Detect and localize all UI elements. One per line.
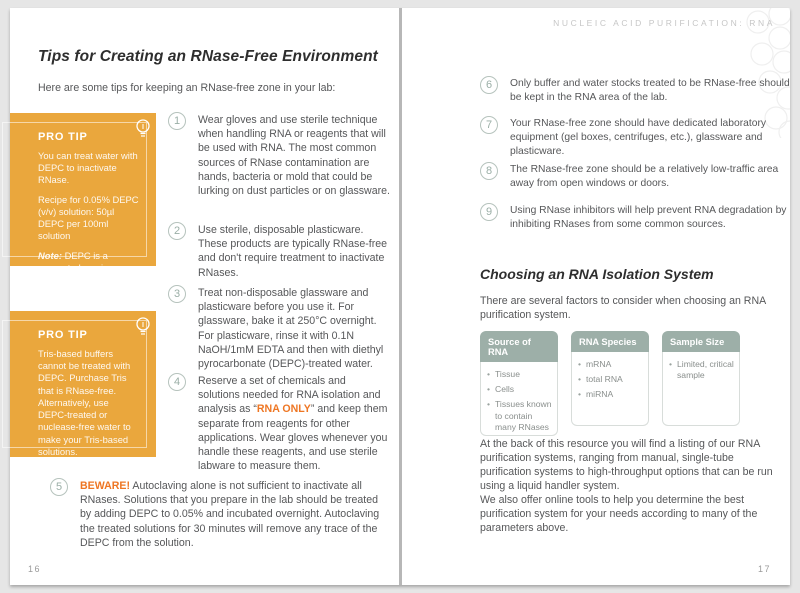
pro-tip-note — [38, 250, 140, 299]
list-item: • miRNA — [578, 389, 644, 400]
page-number-left: 16 — [28, 564, 42, 574]
tip-number-badge: 3 — [168, 285, 186, 303]
card-bullet-list — [480, 362, 558, 436]
closing-paragraph-line2: We also offer online tools to help you determine the best purification system for your needs according to many of the parameters above. — [480, 494, 758, 535]
tip-text: The RNase-free zone should be a relatively low-traffic area away from open windows or doors. — [510, 164, 779, 189]
section-title: Choosing an RNA Isolation System — [480, 266, 714, 282]
tip-text: Your RNase-free zone should have dedicated laboratory equipment (gel boxes, centrifuges, etc.), glassware and plasticware. — [510, 118, 767, 157]
tip-number-badge: 9 — [480, 203, 498, 221]
tip-text: Use sterile, disposable plasticware. These products are typically RNase-free and don't require treatment to inactivate RNases. — [198, 224, 388, 279]
tip-text: BEWARE! Autoclaving alone is not sufficient to inactivate all RNases. Solutions that you prepare in the lab should be treated by adding DEPC to 0.05% and incubated overnight. Autoclaving the treated solutions for 30 minutes will remove any trace of the DEPC from the solution. — [80, 480, 380, 549]
page-gutter — [399, 8, 402, 585]
factor-cards — [480, 331, 740, 432]
tip-number-badge: 8 — [480, 162, 498, 180]
pro-tip-label: PRO TIP — [38, 329, 88, 341]
closing-paragraph-line1: At the back of this resource you will find a listing of our RNA purification systems, ranging from manual, single-tube purification systems to high-throughput options that can be run using a liquid handler system. — [480, 438, 773, 493]
card-bullet-list — [571, 352, 649, 426]
factor-card-sample-size — [662, 331, 740, 427]
factor-card-rna-species — [571, 331, 649, 427]
pro-tip-text: You can treat water with DEPC to inactivate RNase. — [38, 150, 138, 186]
tip-text: Reserve a set of chemicals and solutions needed for RNA isolation and analysis as “RNA ONLY” and keep them separate from reagents for other applications. Wear gloves whenever you handle these reagents, and use sterile labware to measure them. — [198, 375, 388, 473]
tip-number-badge: 4 — [168, 373, 186, 391]
pro-tip-box-2 — [10, 311, 156, 457]
section-intro: There are several factors to consider when choosing an RNA purification system. — [480, 295, 766, 322]
list-item: • mRNA — [578, 359, 644, 370]
beware-highlight: BEWARE! — [80, 480, 131, 492]
pro-tip-box-1 — [10, 113, 156, 298]
tip-number-badge: 7 — [480, 116, 498, 134]
page-spread — [10, 8, 790, 585]
tip-number-badge: 1 — [168, 112, 186, 130]
card-header: Sample Size — [662, 331, 740, 352]
list-item: • Tissues known to contain many RNases — [487, 399, 553, 433]
tip-text: Using RNase inhibitors will help prevent RNA degradation by inhibiting RNases from some common sources. — [510, 205, 787, 230]
tip-text: Only buffer and water stocks treated to be RNase-free should be kept in the RNA area of the lab. — [510, 78, 790, 103]
tip-text: Treat non-disposable glassware and plasticware before you use it. For glassware, bake it at 250°C overnight. For plasticware, rinse it with 0.1N NaOH/1mM EDTA and then with diethyl pyrocarbonate (DEPC)-treated water. — [198, 287, 384, 370]
card-bullet-list — [662, 352, 740, 426]
rna-only-highlight: RNA ONLY — [256, 403, 311, 416]
page-intro: Here are some tips for keeping an RNase-free zone in your lab: — [38, 82, 336, 94]
factor-card-source-of-rna — [480, 331, 558, 432]
tip-number-badge: 5 — [50, 478, 68, 496]
card-header: Source of RNA — [480, 331, 558, 362]
pro-tip-text: Recipe for 0.05% DEPC (v/v) solution: 50µl DEPC per 100ml solution — [38, 193, 139, 242]
list-item: • total RNA — [578, 374, 644, 385]
list-item: • Tissue — [487, 369, 553, 380]
pro-tip-text: Tris-based buffers cannot be treated with DEPC. Purchase Tris that is RNase-free. Alternatively, use DEPC-treated or nuclease-free water to make your Tris-based solutions. — [38, 348, 131, 457]
running-header: NUCLEIC ACID PURIFICATION: RNA — [553, 18, 775, 28]
note-label: Note: — [38, 249, 62, 261]
tip-number-badge: 2 — [168, 222, 186, 240]
tip-text: Wear gloves and use sterile technique when handling RNA or reagents that will be used with RNA. The most common sources of RNase contamination are hands, bacteria or mold that could be lurking on dust particles or on glassware. — [198, 114, 390, 197]
page-title: Tips for Creating an RNase-Free Environment — [38, 48, 378, 65]
note-text: DEPC is a suspected carcinogen. Take appropriate precautions. — [38, 249, 132, 298]
tip-number-badge: 6 — [480, 76, 498, 94]
list-item: • Limited, critical sample — [669, 359, 735, 381]
list-item: • Cells — [487, 384, 553, 395]
card-header: RNA Species — [571, 331, 649, 352]
page-number-right: 17 — [758, 564, 772, 574]
pro-tip-label: PRO TIP — [38, 131, 88, 143]
closing-paragraph — [480, 437, 782, 536]
